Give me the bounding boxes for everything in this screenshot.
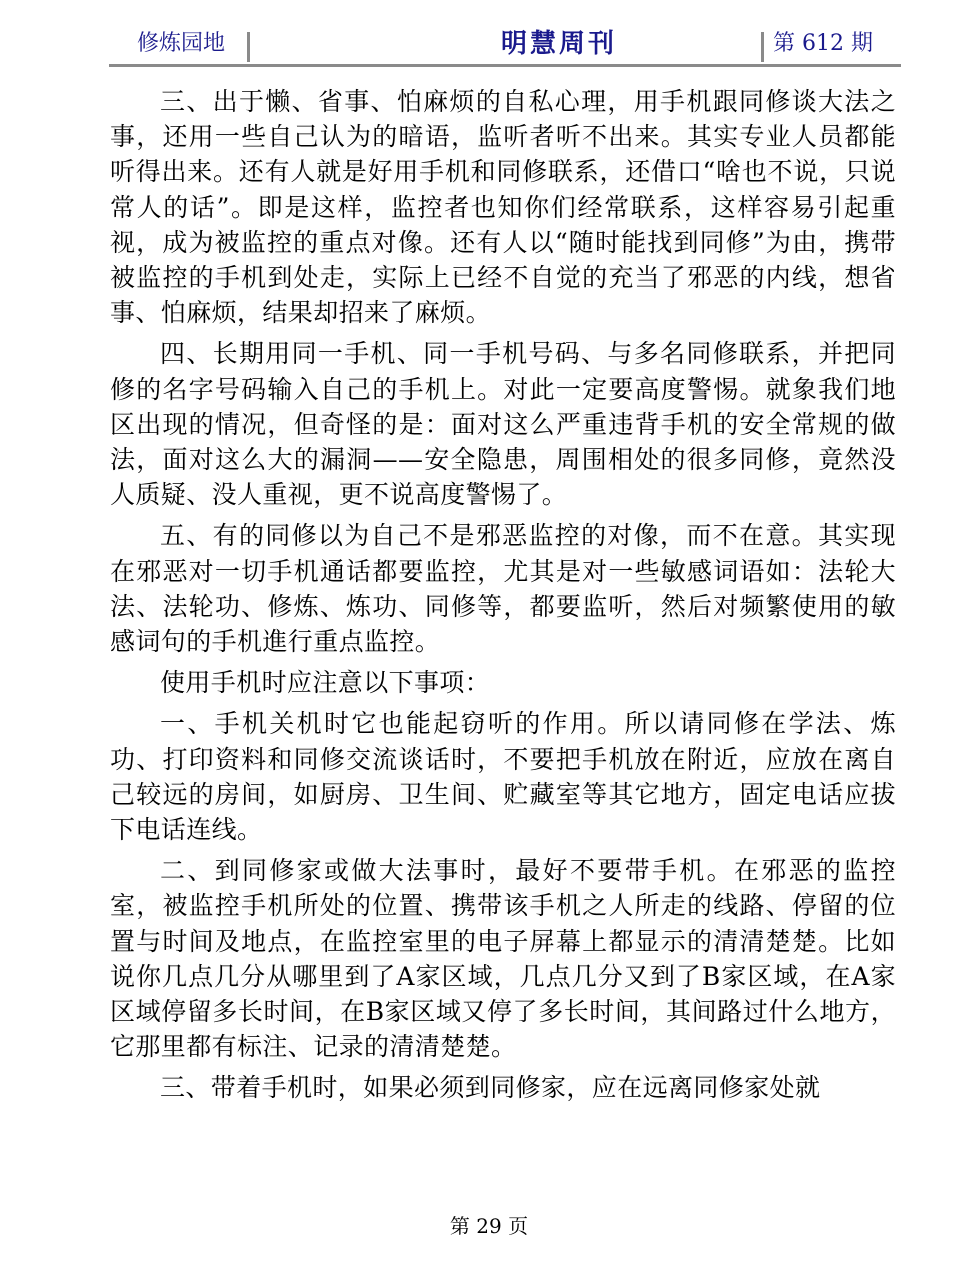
page-header xyxy=(109,26,901,66)
publication-title: 明慧周刊 xyxy=(500,29,617,59)
article-body xyxy=(110,84,896,1112)
paragraph: 四、长期用同一手机、同一手机号码、与多名同修联系，并把同修的名字号码输入自己的手机上。对此一定要高度警惕。就象我们地区出现的情况，但奇怪的是：面对这么严重违背手机的安全常规的做法，面对这么大的漏洞——安全隐患，周围相处的很多同修，竟然没人质疑、没人重视，更不说高度警惕了。 xyxy=(110,339,896,510)
paragraph: 三、出于懒、省事、怕麻烦的自私心理，用手机跟同修谈大法之事，还用一些自己认为的暗语，监听者听不出来。其实专业人员都能听得出来。还有人就是好用手机和同修联系，还借口“啥也不说，只说常人的话”。即是这样，监控者也知你们经常联系，这样容易引起重视，成为被监控的重点对像。还有人以“随时能找到同修”为由，携带被监控的手机到处走，实际上已经不自觉的充当了邪恶的内线，想省事、怕麻烦，结果却招来了麻烦。 xyxy=(110,87,896,328)
paragraph: 二、到同修家或做大法事时，最好不要带手机。在邪恶的监控室，被监控手机所处的位置、携带该手机之人所走的线路、停留的位置与时间及地点，在监控室里的电子屏幕上都显示的清清楚楚。比如说你几点几分从哪里到了A家区域，几点几分又到了B家区域，在A家区域停留多长时间，在B家区域又停了多长时间，其间路过什么地方，它那里都有标注、记录的清清楚楚。 xyxy=(110,856,896,1062)
paragraph: 三、带着手机时，如果必须到同修家，应在远离同修家处就 xyxy=(160,1073,821,1103)
section-name: 修炼园地 xyxy=(137,31,226,56)
paragraph: 一、手机关机时它也能起窃听的作用。所以请同修在学法、炼功、打印资料和同修交流谈话时，不要把手机放在附近，应放在离自己较远的房间，如厨房、卫生间、贮藏室等其它地方，固定电话应拔下电话连线。 xyxy=(110,709,896,845)
paragraph: 使用手机时应注意以下事项： xyxy=(160,668,491,698)
issue-number: 第 612 期 xyxy=(773,31,873,56)
header-divider-left xyxy=(247,32,250,62)
header-divider-right xyxy=(761,32,764,62)
page-number: 第 29 页 xyxy=(449,1214,529,1238)
header-rule xyxy=(109,64,901,67)
paragraph: 五、有的同修以为自己不是邪恶监控的对像，而不在意。其实现在邪恶对一切手机通话都要监控，尤其是对一些敏感词语如：法轮大法、法轮功、修炼、炼功、同修等，都要监听，然后对频繁使用的敏感词句的手机進行重点监控。 xyxy=(110,521,896,657)
